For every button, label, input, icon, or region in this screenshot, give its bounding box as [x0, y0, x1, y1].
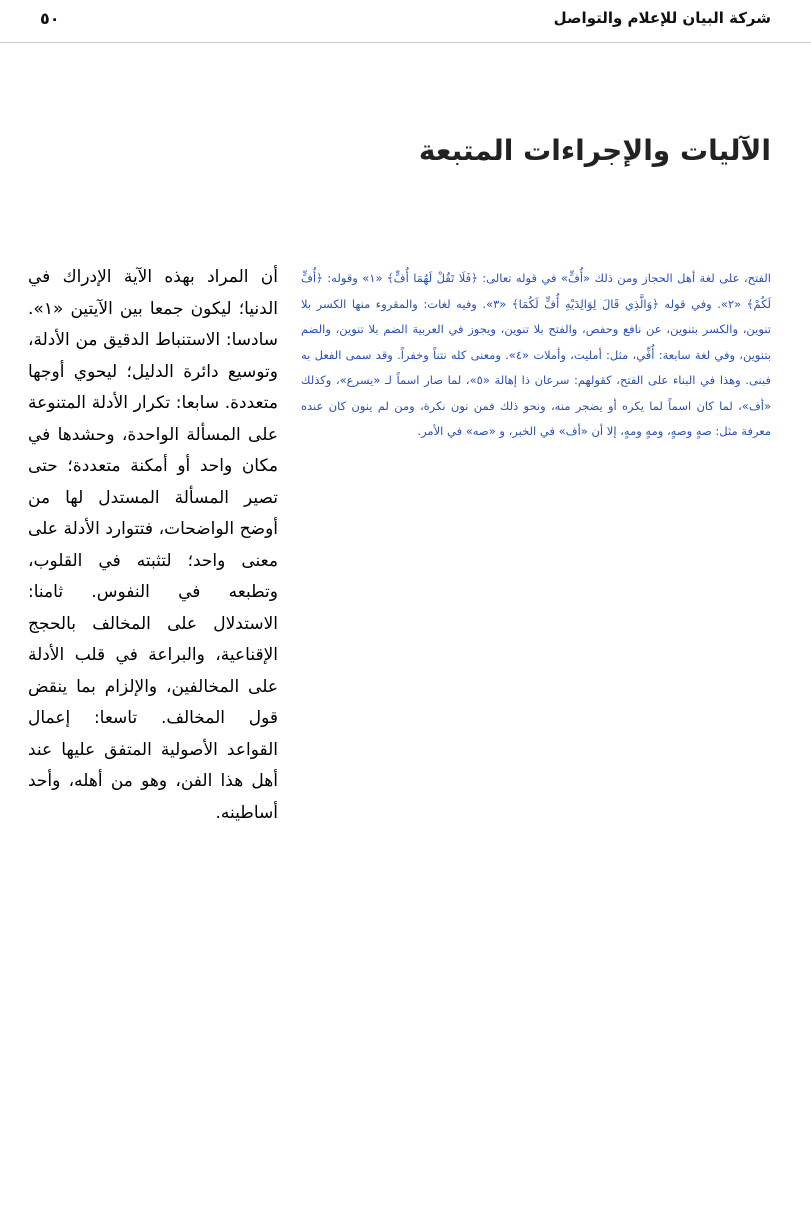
page-number: ٥٠	[40, 9, 60, 28]
main-text-column	[28, 262, 278, 829]
main-text: أن المراد بهذه الآية الإدراك في الدنيا؛ ليكون جمعا بين الآيتين «١». سادسا: الاستنباط الدقيق من الأدلة، وتوسيع دائرة الدليل؛ ليحوي أوجها متعددة. سابعا: تكرار الأدلة المتنوعة على المسألة الواحدة، وحشدها في مكان واحد أو أمكنة متعددة؛ حتى تصير المسألة المستدل لها من أوضح الواضحات، فتتوارد الأدلة على معنى واحد؛ لتثبته في القلوب، وتطبعه في النفوس. ثامنا: الاستدلال على المخالف بالحجج الإقناعية، والبراعة في قلب الأدلة على المخالفين، والإلزام بما ينقض قول المخالف. تاسعا: إعمال القواعد الأصولية المتفق عليها عند أهل هذا الفن، وهو من أهله، وأحد أساطينه.	[28, 267, 278, 823]
footnote-text: الفتح، على لغة أهل الحجاز ومن ذلك «أُفٍّ» في قوله تعالى: ﴿فَلَا تَقُلْ لَهُمَا أُفٍّ﴾ «١» وقوله: ﴿أُفٍّ لَكُمْ﴾ «٢». وفي قوله ﴿وَالَّذِي قَالَ لِوَالِدَيْهِ أُفٍّ لَكُمَا﴾ «٣». وفيه لغات: والمقروء منها الكسر بلا تنوين، والكسر بتنوين، عن نافع وحفص، والفتح بلا تنوين، ويجوز في العربية الضم بلا تنوين، والضم بتنوين، وفي لغة سابعة: أُفِّي، مثل: أمليت، وأملات «٤». ومعنى كله نتناً وخفراً. وقد سمى الفعل به فبنى. وهذا في البناء على الفتح، كقولهم: سرعان ذا إهالة «٥»، لما صار اسماً لـ «يسرع»، وكذلك «أف»، لما كان اسماً لما يكره أو يضجر منه، ونحو ذلك فمن نون نكرة، ومن لم ينون كان عنده معرفة مثل: صهٍ وصهٍ، ومهٍ ومهٍ، إلا أن «أف» في الخبر، و «صه» في الأمر.	[301, 271, 771, 438]
footnote-column	[301, 266, 771, 445]
chapter-title: الآليات والإجراءات المتبعة	[418, 134, 771, 167]
page-header	[0, 0, 811, 43]
publisher-name: شركة البيان للإعلام والتواصل	[553, 9, 771, 27]
